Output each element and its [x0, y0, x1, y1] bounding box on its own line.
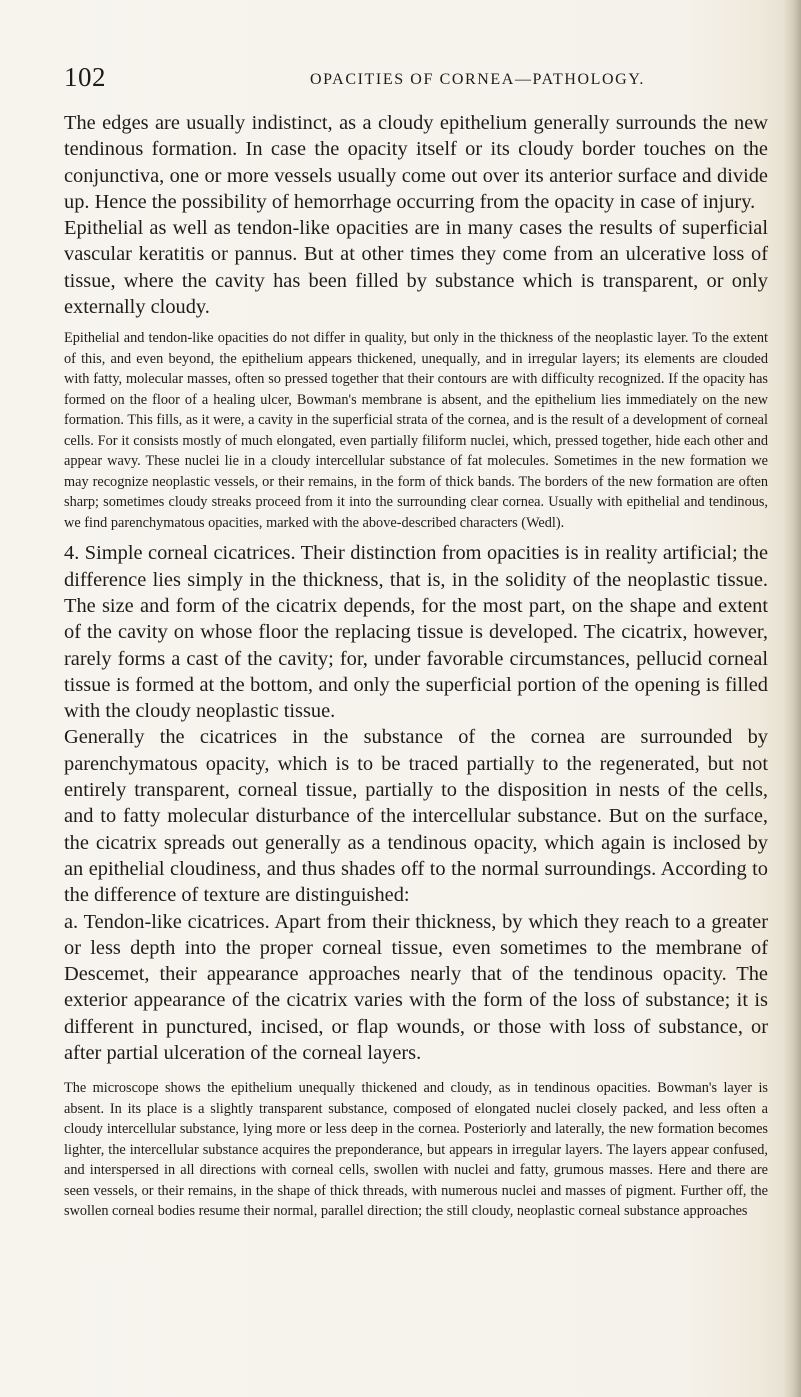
section-paragraph: 4. Simple corneal cicatrices. Their distinction from opacities is in reality artificial; the difference lies simply in the thickness, that is, in the solidity of the neoplastic tissue. The size and form of the cicatrix depends, for the most part, on the shape and extent of the cavity on whose floor the replacing tissue is developed. The cicatrix, however, rarely forms a cast of the cavity; for, under favorable circumstances, pellucid corneal tissue is formed at the bottom, and only the superficial portion of the opening is filled with the cloudy neoplastic tissue.	[64, 542, 768, 723]
paragraph: Generally the cicatrices in the substance of the cornea are surrounded by parenchymatous opacity, which is to be traced partially to the regenerated, but not entirely transparent, corneal tissue, partially to the disposition in nests of the cells, and to fatty molecular disturbance of the intercellular substance. But on the surface, the cicatrix spreads out generally as a tendinous opacity, which again is inclosed by an epithelial cloudiness, and thus shades off to the normal surroundings. According to the difference of texture are distinguished:	[64, 726, 768, 907]
running-head: OPACITIES OF CORNEA—PATHOLOGY.	[310, 71, 646, 88]
small-print-paragraph: The microscope shows the epithelium unequally thickened and cloudy, as in tendinous opacities. Bowman's layer is absent. In its place is a slightly transparent substance, composed of elongated nuclei closely packed, and less often a cloudy intercellular substance, lying more or less deep in the cornea. Posteriorly and laterally, the new formation becomes lighter, the intercellular substance acquires the preponderance, but appears in irregular layers. The layers appear confused, and interspersed in all directions with corneal cells, swollen with nuclei and fatty, grumous masses. Here and there are seen vessels, or their remains, in the shape of thick threads, with numerous nuclei and masses of pigment. Further off, the swollen corneal bodies resume their normal, parallel direction; the still cloudy, neoplastic corneal substance approaches	[64, 1080, 768, 1220]
subsection-paragraph: a. Tendon-like cicatrices. Apart from their thickness, by which they reach to a greater or less depth into the proper corneal tissue, even sometimes to the membrane of Descemet, their appearance approaches nearly that of the tendinous opacity. The exterior appearance of the cicatrix varies with the form of the loss of substance; it is different in punctured, incised, or flap wounds, or those with loss of substance, or after partial ulceration of the corneal layers.	[64, 910, 768, 1065]
small-print-paragraph: Epithelial and tendon-like opacities do not differ in quality, but only in the thickness of the neoplastic layer. To the extent of this, and even beyond, the epithelium appears thickened, unequally, and in irregular layers; its elements are clouded with fatty, molecular masses, often so pressed together that their contours are with difficulty recognized. If the opacity has formed on the floor of a healing ulcer, Bowman's membrane is absent, and the epithelium lies immediately on the new formation. This fills, as it were, a cavity in the superficial strata of the cornea, and is the result of a development of corneal cells. For it consists mostly of much elongated, even partially filiform nuclei, which, pressed together, hide each other and appear wavy. These nuclei lie in a cloudy intercellular substance of fat molecules. Sometimes in the new formation we may recognize neoplastic vessels, or their remains, in the form of thick bands. The borders of the new formation are often sharp; sometimes cloudy streaks proceed from it into the surrounding clear cornea. Usually with epithelial and tendinous, we find parenchymatous opacities, marked with the above-described characters (Wedl).	[64, 330, 768, 531]
paragraph: The edges are usually indistinct, as a cloudy epithelium generally surrounds the new tendinous formation. In case the opacity itself or its cloudy border touches on the conjunctiva, one or more vessels usually come out over its anterior surface and divide up. Hence the possibility of hemorrhage occurring from the opacity in case of injury.	[64, 112, 768, 213]
paragraph: Epithelial as well as tendon-like opacities are in many cases the results of superficial vascular keratitis or pannus. But at other times they come from an ulcerative loss of tissue, where the cavity has been filled by substance which is transparent, or only externally cloudy.	[64, 217, 768, 319]
page-body	[64, 110, 768, 1222]
page-number: 102	[64, 62, 106, 92]
page-edge-shadow	[783, 0, 801, 1397]
page-header	[64, 62, 764, 102]
